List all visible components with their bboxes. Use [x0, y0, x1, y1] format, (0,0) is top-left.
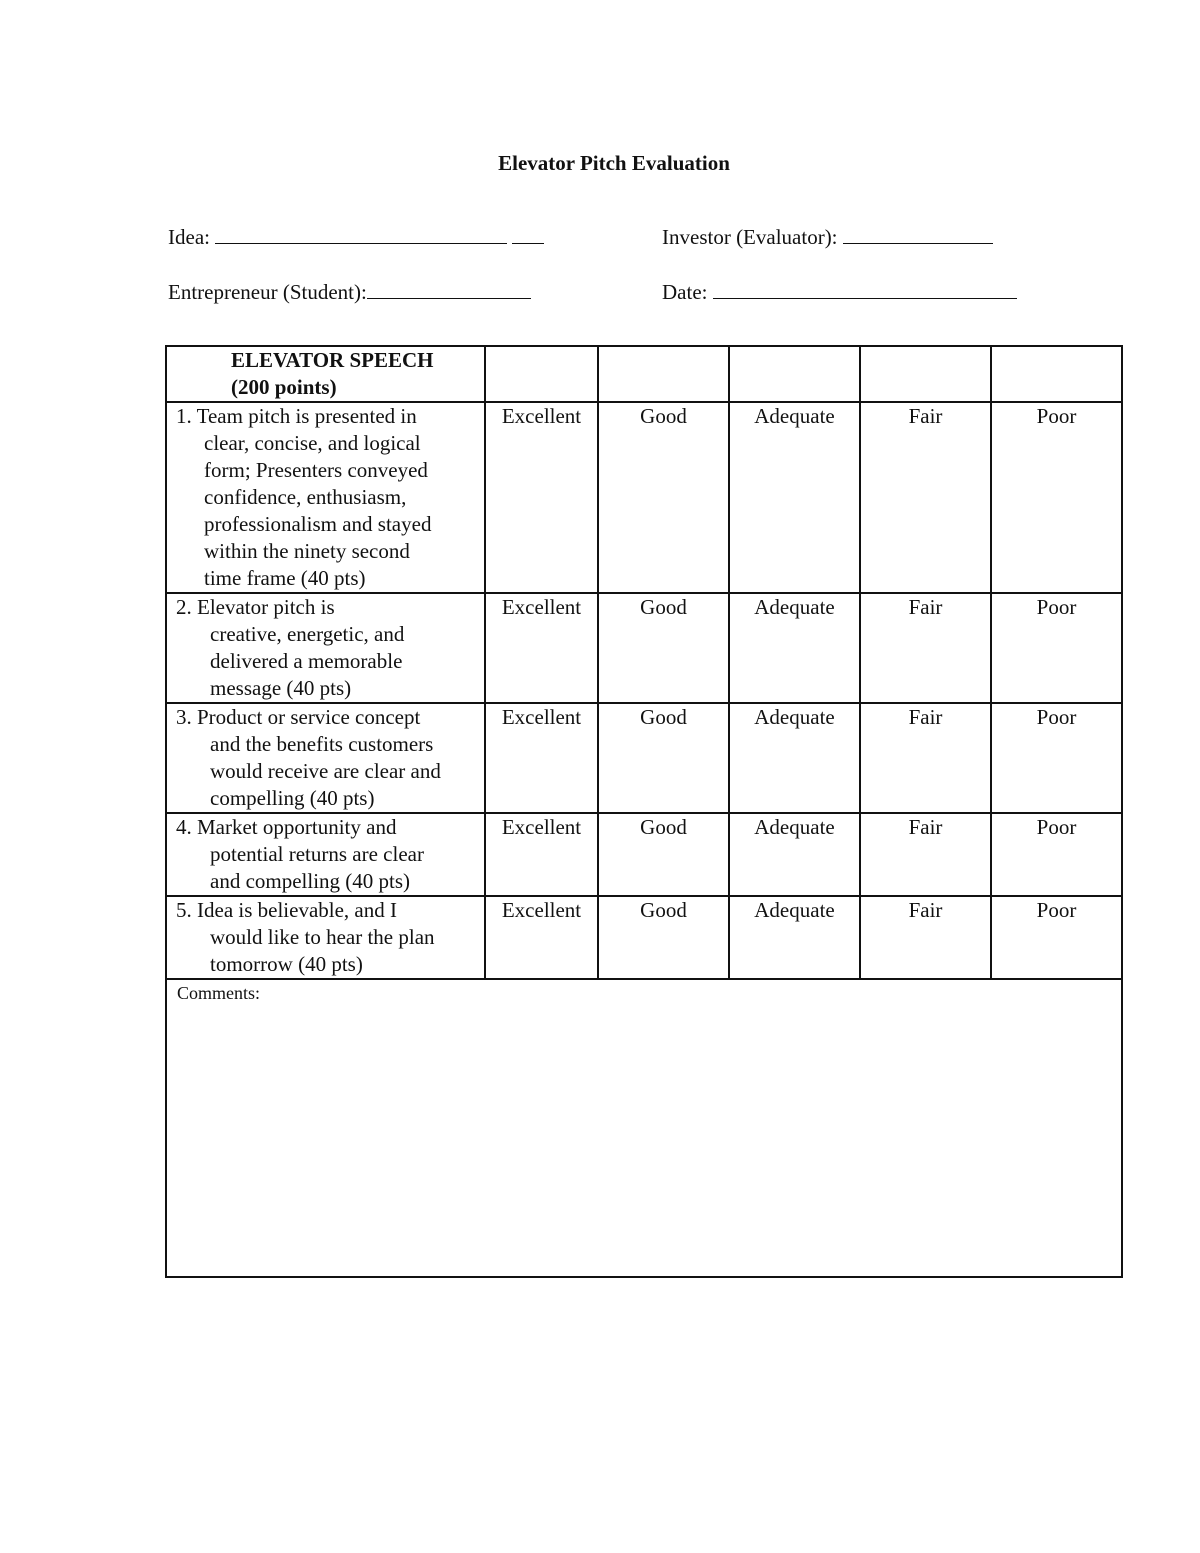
header-empty-cell	[860, 346, 991, 402]
criterion-text: 1. Team pitch is presented in	[176, 404, 417, 428]
rating-option-fair[interactable]: Fair	[860, 593, 991, 703]
rating-option-adequate[interactable]: Adequate	[729, 703, 860, 813]
criterion-text: form; Presenters conveyed	[204, 458, 428, 482]
header-empty-cell	[991, 346, 1122, 402]
investor-label: Investor (Evaluator):	[662, 225, 843, 249]
rating-option-good[interactable]: Good	[598, 703, 729, 813]
criterion-text: 4. Market opportunity and	[176, 815, 397, 839]
rating-option-good[interactable]: Good	[598, 593, 729, 703]
criterion-text: and the benefits customers	[210, 732, 434, 756]
criterion-text: creative, energetic, and	[210, 622, 405, 646]
criterion-text: would receive are clear and	[210, 759, 441, 783]
criterion-text: message (40 pts)	[210, 676, 352, 700]
rating-option-adequate[interactable]: Adequate	[729, 402, 860, 593]
criterion-text: 2. Elevator pitch is	[176, 595, 335, 619]
criterion-cell	[166, 593, 485, 703]
rating-option-excellent[interactable]: Excellent	[485, 593, 598, 703]
entrepreneur-label: Entrepreneur (Student):	[168, 280, 367, 304]
criterion-text: time frame (40 pts)	[204, 566, 366, 590]
rating-option-adequate[interactable]: Adequate	[729, 593, 860, 703]
idea-blank[interactable]	[215, 225, 507, 244]
criterion-text: delivered a memorable	[210, 649, 403, 673]
comments-label: Comments:	[177, 983, 261, 1003]
rating-option-excellent[interactable]: Excellent	[485, 402, 598, 593]
criterion-text: within the ninety second	[204, 539, 410, 563]
criterion-cell	[166, 896, 485, 979]
entrepreneur-field[interactable]	[168, 280, 531, 305]
criterion-cell	[166, 703, 485, 813]
date-blank[interactable]	[713, 280, 1017, 299]
page-title: Elevator Pitch Evaluation	[498, 151, 730, 175]
criterion-text: 3. Product or service concept	[176, 705, 421, 729]
criterion-text: clear, concise, and logical	[204, 431, 421, 455]
header-empty-cell	[729, 346, 860, 402]
criterion-cell	[166, 813, 485, 896]
rating-option-fair[interactable]: Fair	[860, 703, 991, 813]
date-field[interactable]	[662, 280, 1017, 305]
rating-option-fair[interactable]: Fair	[860, 896, 991, 979]
criterion-cell	[166, 402, 485, 593]
rating-option-adequate[interactable]: Adequate	[729, 813, 860, 896]
header-empty-cell	[598, 346, 729, 402]
table-row	[166, 593, 1122, 703]
table-row	[166, 402, 1122, 593]
rating-option-poor[interactable]: Poor	[991, 402, 1122, 593]
table-row	[166, 813, 1122, 896]
idea-field[interactable]	[168, 225, 544, 250]
header-title: ELEVATOR SPEECH	[231, 348, 434, 372]
comments-row	[166, 979, 1122, 1277]
rating-option-good[interactable]: Good	[598, 813, 729, 896]
criterion-text: tomorrow (40 pts)	[210, 952, 363, 976]
header-empty-cell	[485, 346, 598, 402]
idea-blank-extension[interactable]	[512, 225, 544, 244]
rating-option-poor[interactable]: Poor	[991, 813, 1122, 896]
investor-blank[interactable]	[843, 225, 993, 244]
rating-option-poor[interactable]: Poor	[991, 703, 1122, 813]
rating-option-excellent[interactable]: Excellent	[485, 703, 598, 813]
idea-label: Idea:	[168, 225, 216, 249]
criterion-text: would like to hear the plan	[210, 925, 435, 949]
rating-option-fair[interactable]: Fair	[860, 402, 991, 593]
evaluation-table	[165, 345, 1123, 1278]
rating-option-good[interactable]: Good	[598, 402, 729, 593]
date-label: Date:	[662, 280, 713, 304]
table-row	[166, 896, 1122, 979]
rating-option-poor[interactable]: Poor	[991, 593, 1122, 703]
rating-option-excellent[interactable]: Excellent	[485, 896, 598, 979]
criterion-text: 5. Idea is believable, and I	[176, 898, 397, 922]
rating-option-excellent[interactable]: Excellent	[485, 813, 598, 896]
criterion-text: and compelling (40 pts)	[210, 869, 411, 893]
rating-option-poor[interactable]: Poor	[991, 896, 1122, 979]
table-row	[166, 703, 1122, 813]
rating-option-adequate[interactable]: Adequate	[729, 896, 860, 979]
comments-box[interactable]	[166, 979, 1122, 1277]
table-header-row	[166, 346, 1122, 402]
criterion-text: compelling (40 pts)	[210, 786, 375, 810]
rating-option-fair[interactable]: Fair	[860, 813, 991, 896]
criterion-text: potential returns are clear	[210, 842, 424, 866]
criterion-text: confidence, enthusiasm,	[204, 485, 407, 509]
header-criteria-cell	[166, 346, 485, 402]
criterion-text: professionalism and stayed	[204, 512, 432, 536]
header-points: (200 points)	[231, 375, 337, 399]
rating-option-good[interactable]: Good	[598, 896, 729, 979]
investor-field[interactable]	[662, 225, 993, 250]
entrepreneur-blank[interactable]	[367, 280, 531, 299]
